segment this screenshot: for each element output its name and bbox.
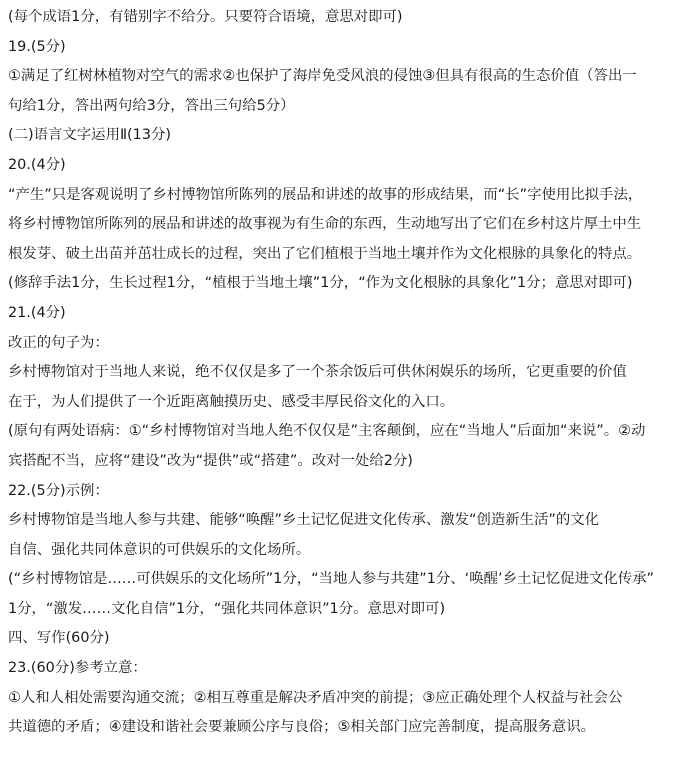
q22-answer-line-1: 乡村博物馆是当地人参与共建、能够“唤醒”乡土记忆促进文化传承、激发“创造新生活”的文化 bbox=[8, 512, 600, 529]
q20-scoring-note: (修辞手法1分，生长过程1分，“植根于当地土壤”1分，“作为文化根脉的具象化”1分；意思对即可) bbox=[8, 275, 633, 292]
q23-answer-line-1: ①人和人相处需要沟通交流；②相互尊重是解决矛盾冲突的前提；③应正确处理个人权益与社会公 bbox=[8, 689, 623, 706]
q21-answer-line-1: 乡村博物馆对于当地人来说，绝不仅仅是多了一个茶余饭后可供休闲娱乐的场所，它更重要的价值 bbox=[8, 364, 627, 381]
q22-scoring-note-line-1: (“乡村博物馆是……可供娱乐的文化场所”1分，“当地人参与共建”1分、‘唤醒’乡土记忆促进文化传承” bbox=[8, 571, 654, 588]
q21-scoring-note-line-2: 宾搭配不当，应将“建设”改为“提供”或“搭建”。改对一处给2分) bbox=[8, 452, 413, 469]
q22-answer-line-2: 自信、强化共同体意识的可供娱乐的文化场所。 bbox=[8, 541, 311, 558]
q19-heading: 19.(5分) bbox=[8, 38, 66, 55]
q20-heading: 20.(4分) bbox=[8, 156, 66, 173]
answer-document bbox=[8, 3, 684, 743]
q22-heading: 22.(5分)示例： bbox=[8, 482, 109, 499]
q21-heading: 21.(4分) bbox=[8, 304, 66, 321]
section-language-use-ii-heading: (二)语言文字运用Ⅱ(13分) bbox=[8, 127, 171, 144]
q20-answer-line-1: “产生”只是客观说明了乡村博物馆所陈列的展品和讲述的故事的形成结果，而“长”字使用比拟手法， bbox=[8, 186, 643, 203]
q19-answer-line-1: ①满足了红树林植物对空气的需求②也保护了海岸免受风浪的侵蚀③但具有很高的生态价值（答出一 bbox=[8, 68, 637, 85]
q22-scoring-note-line-2: 1分，“激发……文化自信”1分，“强化共同体意识”1分。意思对即可) bbox=[8, 600, 446, 617]
q21-scoring-note-line-1: (原句有两处语病：①“乡村博物馆对当地人绝不仅仅是”主客颠倒，应在“当地人”后面加“来说”。②动 bbox=[8, 423, 646, 440]
note-idiom-scoring: (每个成语1分，有错别字不给分。只要符合语境，意思对即可) bbox=[8, 9, 403, 25]
q23-heading: 23.(60分)参考立意： bbox=[8, 660, 147, 677]
section-writing-heading: 四、写作(60分) bbox=[8, 630, 110, 647]
q19-answer-line-2: 句给1分，答出两句给3分，答出三句给5分） bbox=[8, 97, 295, 114]
q21-intro: 改正的句子为： bbox=[8, 334, 109, 351]
q20-answer-line-2: 将乡村博物馆所陈列的展品和讲述的故事视为有生命的东西，生动地写出了它们在乡村这片厚土中生 bbox=[8, 216, 642, 233]
q23-answer-line-2: 共道德的矛盾；④建设和谐社会要兼顾公序与良俗；⑤相关部门应完善制度，提高服务意识。 bbox=[8, 719, 596, 736]
q21-answer-line-2: 在于，为人们提供了一个近距离触摸历史、感受丰厚民俗文化的入口。 bbox=[8, 393, 455, 410]
q20-answer-line-3: 根发芽、破土出苗并茁壮成长的过程，突出了它们植根于当地土壤并作为文化根脉的具象化的特点。 bbox=[8, 245, 642, 262]
